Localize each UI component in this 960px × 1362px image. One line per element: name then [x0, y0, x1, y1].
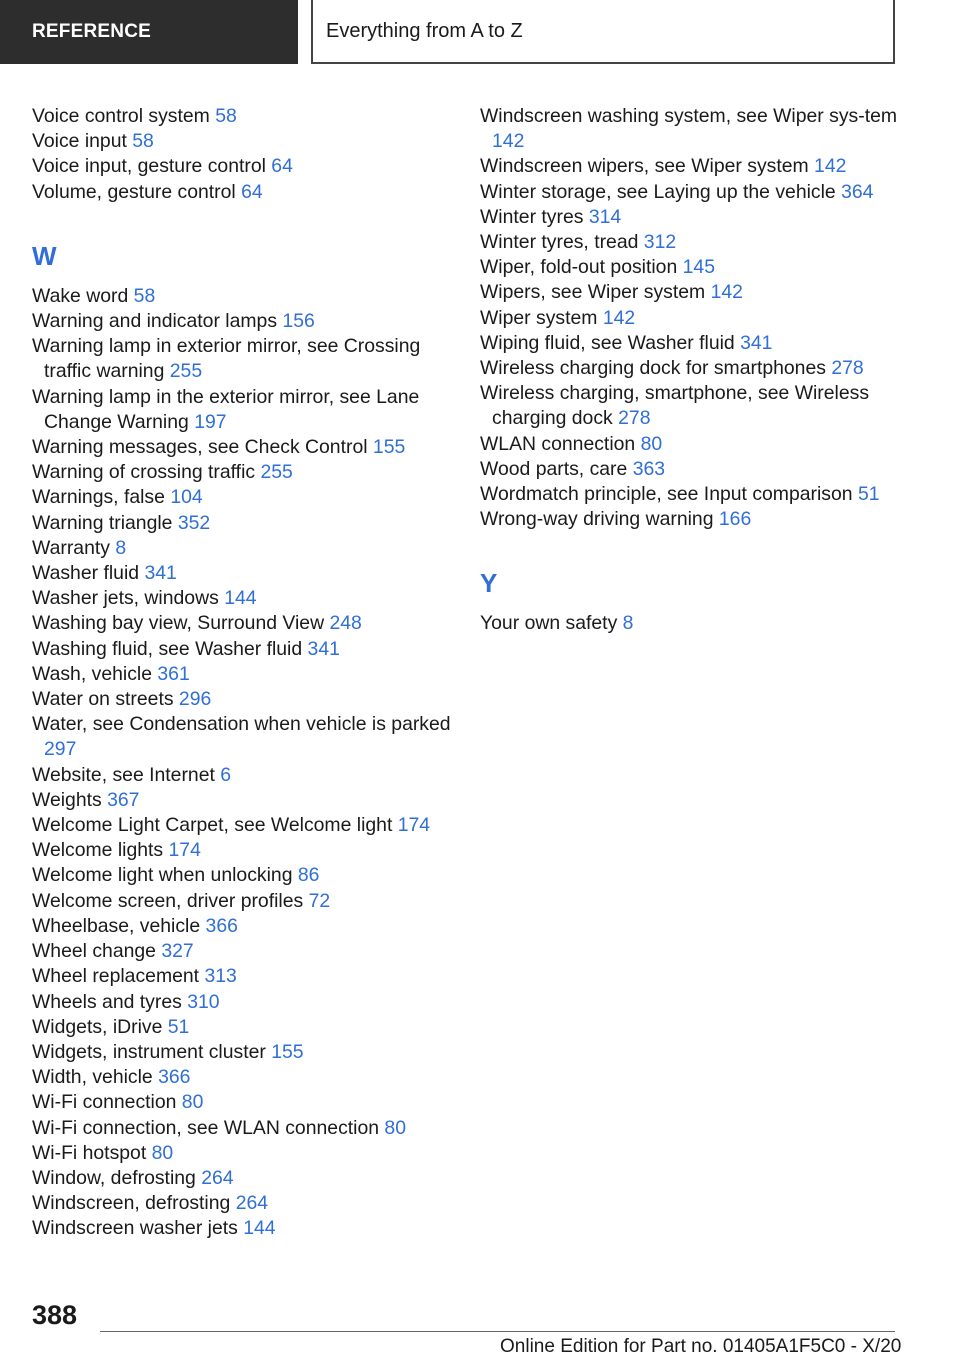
entry-page-link[interactable]: 51 — [167, 1015, 190, 1038]
entry-term: Wireless charging, smartphone, see Wireless charging dock — [480, 382, 870, 430]
entry-page-link[interactable]: 264 — [235, 1192, 269, 1215]
entry-term: Wi-Fi hotspot — [32, 1141, 152, 1164]
entry-page-link[interactable]: 327 — [161, 940, 194, 963]
entry-page-link[interactable]: 366 — [205, 914, 238, 937]
entry-term: Windscreen washer jets — [32, 1217, 244, 1240]
entry-term: Welcome lights — [32, 839, 169, 862]
entry-page-link[interactable]: 264 — [201, 1166, 234, 1189]
entry-term: Winter tyres — [480, 205, 589, 228]
entry-term: Width, vehicle — [32, 1066, 159, 1089]
entry-page-link[interactable]: 366 — [158, 1066, 191, 1089]
index-entry — [480, 104, 920, 154]
entry-term: Washing bay view, Surround View — [32, 612, 330, 635]
entry-term: Wheels and tyres — [32, 990, 188, 1013]
entry-page-link[interactable]: 142 — [492, 130, 525, 153]
index-entry — [480, 230, 920, 255]
entry-term: Wake word — [32, 284, 134, 307]
entry-term: Wash, vehicle — [32, 662, 158, 685]
entry-page-link[interactable]: 155 — [372, 436, 406, 459]
entry-term: Washing fluid, see Washer fluid — [32, 637, 308, 660]
entry-page-link[interactable]: 58 — [133, 284, 156, 307]
index-entry — [32, 511, 472, 536]
index-entry — [480, 457, 920, 482]
index-entry — [32, 284, 472, 309]
index-entry — [32, 1116, 472, 1141]
entry-term: Warning lamp in exterior mirror, see Crossing traffic warning — [32, 335, 421, 383]
entry-page-link[interactable]: 156 — [282, 310, 315, 333]
entry-page-link[interactable]: 104 — [170, 486, 203, 509]
entry-page-link[interactable]: 341 — [307, 637, 340, 660]
entry-page-link[interactable]: 8 — [622, 612, 634, 635]
index-column-left — [32, 104, 472, 1242]
entry-term: Voice control system — [32, 105, 216, 127]
entry-group-w-continued — [480, 104, 920, 532]
index-entry — [32, 990, 472, 1015]
index-entry — [32, 662, 472, 687]
entry-page-link[interactable]: 145 — [682, 256, 715, 279]
index-entry — [32, 637, 472, 662]
entry-term: Warranty — [32, 536, 116, 559]
entry-page-link[interactable]: 142 — [814, 155, 847, 178]
entry-term: Windscreen, defrosting — [32, 1192, 236, 1215]
entry-term: Water, see Condensation when vehicle is parked — [32, 713, 451, 736]
entry-page-link[interactable]: 341 — [740, 331, 773, 354]
entry-term: Wheel change — [32, 940, 162, 963]
entry-term: Widgets, instrument cluster — [32, 1040, 272, 1063]
entry-page-link[interactable]: 364 — [841, 180, 874, 203]
entry-page-link[interactable]: 352 — [177, 511, 211, 534]
index-entry — [32, 712, 472, 762]
entry-page-link[interactable]: 142 — [710, 281, 743, 304]
entry-page-link[interactable]: 80 — [181, 1091, 204, 1114]
index-entry — [32, 1090, 472, 1115]
entry-term: Website, see Internet — [32, 763, 221, 786]
entry-page-link[interactable]: 58 — [132, 130, 154, 153]
edition-note: Online Edition for Part no. 01405A1F5C0 - X/20 — [500, 1336, 902, 1357]
entry-group-y — [480, 611, 920, 636]
entry-group-w — [32, 284, 472, 1242]
entry-term: Welcome screen, driver profiles — [32, 889, 309, 912]
entry-page-link[interactable]: 197 — [194, 410, 227, 433]
entry-page-link[interactable]: 86 — [297, 864, 320, 887]
entry-term: Warnings, false — [32, 486, 171, 509]
entry-term: Windscreen wipers, see Wiper system — [480, 155, 815, 178]
entry-page-link[interactable]: 174 — [168, 839, 201, 862]
entry-page-link[interactable]: 297 — [44, 738, 77, 761]
entry-term: Washer fluid — [32, 562, 145, 585]
chapter-title: Everything from A to Z — [311, 0, 895, 64]
index-entry — [32, 1141, 472, 1166]
index-entry — [480, 331, 920, 356]
entry-group-v — [32, 104, 472, 205]
index-entry — [32, 788, 472, 813]
index-entry — [32, 763, 472, 788]
entry-page-link[interactable]: 6 — [220, 763, 232, 786]
index-entry — [32, 460, 472, 485]
index-letter-w: W — [32, 240, 57, 271]
entry-term: WLAN connection — [480, 432, 641, 455]
entry-term: Wipers, see Wiper system — [480, 281, 711, 304]
index-entry — [32, 863, 472, 888]
entry-page-link[interactable]: 8 — [115, 536, 127, 559]
entry-term: Warning lamp in the exterior mirror, see Lane Change Warning — [32, 385, 420, 433]
index-entry — [32, 586, 472, 611]
entry-term: Water on streets — [32, 688, 179, 711]
entry-page-link[interactable]: 51 — [857, 483, 880, 506]
entry-term: Winter storage, see Laying up the vehicle — [480, 180, 842, 203]
index-entry — [32, 180, 472, 205]
entry-term: Your own safety — [480, 612, 623, 635]
entry-page-link[interactable]: 144 — [243, 1217, 276, 1240]
index-entry — [32, 536, 472, 561]
entry-term: Windscreen washing system, see Wiper sys-tem — [480, 105, 898, 127]
index-entry — [32, 1040, 472, 1065]
entry-page-link[interactable]: 341 — [144, 562, 177, 585]
entry-term: Wiper system — [480, 306, 603, 329]
entry-page-link[interactable]: 64 — [271, 155, 293, 178]
index-entry — [32, 385, 472, 435]
entry-page-link[interactable]: 72 — [308, 889, 331, 912]
entry-term: Volume, gesture control — [32, 180, 242, 203]
index-entry — [32, 939, 472, 964]
entry-term: Warning and indicator lamps — [32, 310, 283, 333]
section-tab: REFERENCE — [0, 0, 298, 64]
entry-page-link[interactable]: 255 — [169, 360, 203, 383]
index-entry — [32, 104, 472, 129]
entry-page-link[interactable]: 80 — [640, 432, 663, 455]
entry-page-link[interactable]: 155 — [271, 1040, 304, 1063]
index-entry — [480, 154, 920, 179]
index-entry — [480, 255, 920, 280]
index-entry — [480, 180, 920, 205]
index-entry — [32, 914, 472, 939]
index-entry — [32, 129, 472, 154]
entry-page-link[interactable]: 64 — [241, 180, 263, 203]
entry-page-link[interactable]: 142 — [602, 306, 636, 329]
entry-page-link[interactable]: 166 — [718, 508, 752, 531]
entry-term: Wood parts, care — [480, 457, 633, 480]
page-number: 388 — [32, 1300, 78, 1330]
entry-page-link[interactable]: 296 — [178, 688, 212, 711]
index-entry — [480, 381, 920, 431]
entry-page-link[interactable]: 314 — [588, 205, 622, 228]
index-entry — [32, 561, 472, 586]
entry-term: Winter tyres, tread — [480, 231, 644, 254]
entry-term: Warning of crossing traffic — [32, 461, 261, 484]
index-entry — [480, 306, 920, 331]
entry-term: Window, defrosting — [32, 1166, 202, 1189]
entry-page-link[interactable]: 58 — [215, 105, 237, 127]
entry-page-link[interactable]: 174 — [397, 814, 431, 837]
index-entry — [32, 687, 472, 712]
entry-term: Weights — [32, 788, 108, 811]
index-entry — [32, 838, 472, 863]
index-letter-y: Y — [480, 568, 498, 599]
index-entry — [32, 964, 472, 989]
entry-page-link[interactable]: 278 — [618, 407, 651, 430]
index-entry — [32, 1065, 472, 1090]
entry-term: Welcome light when unlocking — [32, 864, 298, 887]
entry-page-link[interactable]: 80 — [384, 1116, 406, 1139]
entry-term: Washer jets, windows — [32, 587, 225, 610]
index-entry — [480, 482, 920, 507]
index-entry — [480, 205, 920, 230]
entry-page-link[interactable]: 313 — [204, 965, 237, 988]
entry-term: Wheel replacement — [32, 965, 205, 988]
index-entry — [32, 309, 472, 334]
entry-term: Wiper, fold-out position — [480, 256, 683, 279]
entry-page-link[interactable]: 80 — [151, 1141, 174, 1164]
index-entry — [480, 507, 920, 532]
entry-term: Warning triangle — [32, 511, 178, 534]
entry-term: Voice input — [32, 130, 133, 153]
entry-term: Wi-Fi connection — [32, 1091, 182, 1114]
index-entry — [32, 435, 472, 460]
page-header — [0, 0, 960, 66]
index-entry — [480, 356, 920, 381]
index-entry — [480, 280, 920, 305]
entry-term: Wiping fluid, see Washer fluid — [480, 331, 741, 354]
index-column-right — [480, 104, 920, 637]
index-entry — [32, 334, 472, 384]
entry-term: Wrong-way driving warning — [480, 508, 719, 531]
index-entry — [32, 1015, 472, 1040]
index-entry — [32, 1166, 472, 1191]
entry-page-link[interactable]: 278 — [831, 357, 864, 380]
index-entry — [480, 611, 920, 636]
entry-term: Widgets, iDrive — [32, 1015, 168, 1038]
entry-page-link[interactable]: 310 — [187, 990, 220, 1013]
entry-term: Wordmatch principle, see Input comparison — [480, 483, 858, 506]
index-entry — [32, 154, 472, 179]
index-entry — [32, 1216, 472, 1241]
entry-term: Warning messages, see Check Control — [32, 436, 373, 459]
index-entry — [32, 485, 472, 510]
entry-term: Welcome Light Carpet, see Welcome light — [32, 814, 398, 837]
entry-term: Voice input, gesture control — [32, 155, 272, 178]
entry-term: Wheelbase, vehicle — [32, 914, 206, 937]
index-entry — [32, 813, 472, 838]
entry-page-link[interactable]: 363 — [632, 457, 666, 480]
entry-page-link[interactable]: 367 — [107, 788, 140, 811]
entry-page-link[interactable]: 361 — [157, 662, 190, 685]
index-entry — [32, 1191, 472, 1216]
entry-page-link[interactable]: 248 — [329, 612, 362, 635]
entry-term: Wi-Fi connection, see WLAN connection — [32, 1116, 385, 1139]
footer-divider — [100, 1331, 895, 1332]
entry-page-link[interactable]: 312 — [643, 231, 677, 254]
entry-page-link[interactable]: 144 — [224, 587, 257, 610]
index-entry — [32, 611, 472, 636]
entry-page-link[interactable]: 255 — [260, 461, 293, 484]
index-entry — [480, 432, 920, 457]
entry-term: Wireless charging dock for smartphones — [480, 357, 832, 380]
index-entry — [32, 889, 472, 914]
